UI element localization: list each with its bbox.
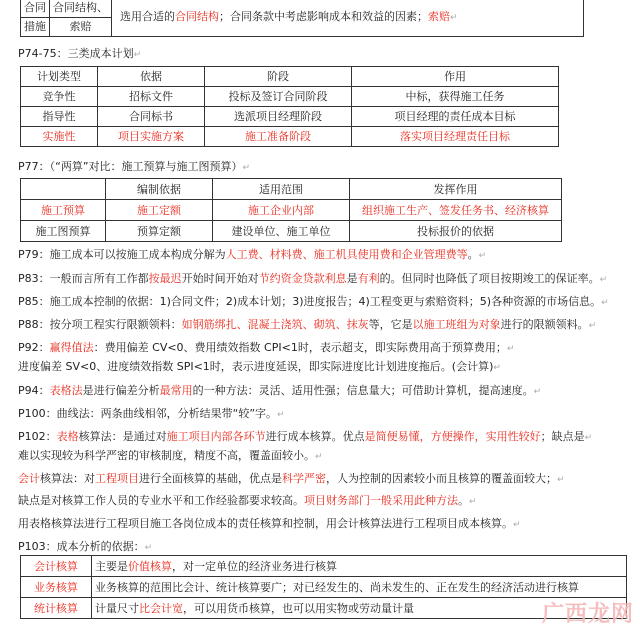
paragraph-mark: ↵ bbox=[493, 363, 501, 373]
budget-table-header: 适用范围 bbox=[213, 179, 350, 200]
table-cell: 施工准备阶段 bbox=[205, 127, 352, 147]
highlighted-text: 会计 bbox=[18, 472, 40, 485]
top-table-content bbox=[112, 0, 584, 37]
text-run: P83：一般而言所有工作都 bbox=[18, 272, 149, 285]
paragraph-mark: ↵ bbox=[588, 321, 597, 331]
text-run: 进度偏差 SV<0、进度绩效指数 SPI<1时，表示进度延误，即实际进度比计划进度拖后。(会计算) bbox=[18, 360, 494, 373]
text-run: P103：成本分析的依据： bbox=[18, 540, 145, 553]
text-run: ，可以用货币核算，也可以用实物或劳动量计量 bbox=[183, 601, 414, 615]
paragraph-mark: ↵ bbox=[533, 387, 542, 397]
highlighted-text: 以施工班组为对象 bbox=[412, 318, 501, 331]
budget-compare-table bbox=[20, 178, 562, 242]
table-cell: 施工图预算 bbox=[21, 221, 106, 242]
paragraph-line bbox=[18, 339, 514, 358]
table-cell: 竞争性 bbox=[21, 87, 98, 107]
paragraph-line bbox=[18, 270, 607, 289]
highlighted-text: 科学严密 bbox=[282, 472, 326, 485]
highlighted-text: 索赔 bbox=[428, 10, 450, 23]
section-title-two-budgets: P77：（“两算”对比：施工预算与施工图预算）↵ bbox=[18, 160, 251, 173]
highlighted-text: 有利 bbox=[357, 272, 380, 285]
table-cell: 招标文件 bbox=[98, 87, 205, 107]
text-run: P94： bbox=[18, 384, 50, 397]
paragraph-mark: ↵ bbox=[450, 13, 458, 23]
highlighted-text: 节约资金贷款利息 bbox=[258, 272, 347, 285]
budget-table-header bbox=[21, 179, 106, 200]
table-cell: 项目经理的责任成本目标 bbox=[352, 107, 559, 127]
paragraph-line bbox=[18, 316, 596, 335]
table-cell: 中标，获得施工任务 bbox=[352, 87, 559, 107]
table-cell: 施工预算 bbox=[21, 200, 106, 221]
table-cell: 落实项目经理责任目标 bbox=[352, 127, 559, 147]
paragraph-line bbox=[18, 358, 501, 377]
text-run: P79：施工成本可以按施工成本构成分解为 bbox=[18, 248, 226, 261]
text-run: 是 bbox=[346, 272, 358, 285]
text-run: 难以实现较为科学严密的审核制度，精度不高，覆盖面较小。 bbox=[18, 449, 315, 462]
cost-table-header: 依据 bbox=[98, 67, 205, 87]
text-run: 是进行偏差分析 bbox=[82, 384, 160, 397]
highlighted-text: 是简便易懂，方便操作，实用性较好 bbox=[364, 430, 541, 443]
highlighted-text: 价值核算 bbox=[128, 559, 172, 573]
paragraph-line bbox=[18, 428, 592, 447]
text-run: P100：曲线法：两条曲线相邻，分析结果带“较”字。 bbox=[18, 407, 278, 420]
text-run: ，人为控制的因素较小而且核算的覆盖面较大； bbox=[326, 472, 557, 485]
table-cell: 投标报价的依据 bbox=[350, 221, 562, 242]
paragraph-mark: ↵ bbox=[584, 433, 593, 443]
cost-table-header: 阶段 bbox=[205, 67, 352, 87]
cost-table-header: 作用 bbox=[352, 67, 559, 87]
text-run: 核算法：是通过对 bbox=[78, 430, 167, 443]
analysis-key: 业务核算 bbox=[21, 577, 92, 598]
text-run: 。 bbox=[467, 248, 479, 261]
cost-plan-table bbox=[20, 66, 559, 147]
paragraph-line bbox=[18, 405, 285, 424]
paragraph-mark: ↵ bbox=[506, 344, 515, 354]
paragraph-line bbox=[18, 515, 521, 534]
text-run: 进行成本核算。优点 bbox=[265, 430, 365, 443]
paragraph-line bbox=[18, 492, 477, 511]
highlighted-text: 工程项目 bbox=[95, 472, 139, 485]
paragraph-mark: ↵ bbox=[469, 497, 477, 507]
analysis-basis-table bbox=[20, 555, 627, 619]
table-cell: 选派项目经理阶段 bbox=[205, 107, 352, 127]
highlighted-text: 合同结构 bbox=[175, 10, 219, 23]
text-run: 开始时间开始对 bbox=[181, 272, 259, 285]
paragraph-mark: ↵ bbox=[144, 543, 153, 553]
highlighted-text: 人工费、材料费、施工机具使用费和企业管理费等 bbox=[225, 248, 468, 261]
top-fragment-table bbox=[20, 0, 584, 37]
text-run: ：费用偏差 CV<0、费用绩效指数 CPI<1时，表示超支，即实际费用高于预算费用； bbox=[93, 341, 507, 354]
text-run: 主要是 bbox=[95, 559, 128, 573]
table-cell: 施工企业内部 bbox=[213, 200, 350, 221]
paragraph-line bbox=[18, 246, 486, 265]
text-run: ；合同条款中考虑影响成本和效益的因素； bbox=[219, 10, 428, 23]
paragraph-mark: ↵ bbox=[513, 520, 521, 530]
text-run: ，对一定单位的经济业务进行核算 bbox=[172, 559, 337, 573]
highlighted-text: 项目财务部门一般采用此种方法 bbox=[304, 494, 458, 507]
watermark-logo: 广西龙网 bbox=[541, 602, 634, 627]
text-run: 选用合适的 bbox=[120, 10, 175, 23]
text-run: P88：按分项工程实行限额领料： bbox=[18, 318, 182, 331]
table-row bbox=[21, 87, 559, 107]
top-table-cell: 合同结构、 bbox=[50, 0, 112, 18]
text-run: ；缺点是 bbox=[540, 430, 585, 443]
text-run: 计量尺寸 bbox=[95, 601, 139, 615]
paragraph-line bbox=[18, 470, 565, 489]
paragraph-line bbox=[18, 382, 541, 401]
highlighted-text: 最常用 bbox=[159, 384, 193, 397]
table-cell: 建设单位、施工单位 bbox=[213, 221, 350, 242]
text-run: P85：施工成本控制的依据：1)合同文件；2)成本计划；3)进度报告；4)工程变更与索赔资料；5)各种资源的市场信息。 bbox=[18, 295, 602, 308]
text-run: 的。但同时也降低了项目按期竣工的保证率。 bbox=[379, 272, 600, 285]
paragraph-mark: ↵ bbox=[557, 475, 565, 485]
table-row bbox=[21, 221, 562, 242]
highlighted-text: 如钢筋绑扎、混凝土浇筑、砌筑、抹灰 bbox=[181, 318, 369, 331]
table-cell: 实施性 bbox=[21, 127, 98, 147]
text-run: 缺点是对核算工作人员的专业水平和工作经验都要求较高。 bbox=[18, 494, 304, 507]
text-run: P92： bbox=[18, 341, 50, 354]
text-run: P102： bbox=[18, 430, 57, 443]
text-run: 用表格核算法进行工程项目施工各岗位成本的责任核算和控制，用会计核算法进行工程项目成本核算。 bbox=[18, 517, 513, 530]
analysis-key: 统计核算 bbox=[21, 598, 92, 619]
table-cell: 组织施工生产、签发任务书、经济核算 bbox=[350, 200, 562, 221]
highlighted-text: 表格法 bbox=[49, 384, 83, 397]
analysis-key: 会计核算 bbox=[21, 556, 92, 577]
text-run: 。 bbox=[458, 494, 469, 507]
paragraph-mark: ↵ bbox=[277, 410, 285, 420]
table-cell: 投标及签订合同阶段 bbox=[205, 87, 352, 107]
table-cell: 指导性 bbox=[21, 107, 98, 127]
top-table-cell: 索赔 bbox=[50, 18, 112, 37]
text-run: 核算法：对 bbox=[40, 472, 95, 485]
highlighted-text: 赢得值法 bbox=[49, 341, 94, 354]
paragraph-line bbox=[18, 293, 609, 312]
table-row bbox=[21, 577, 627, 598]
analysis-content bbox=[92, 556, 627, 577]
highlighted-text: 表格 bbox=[56, 430, 79, 443]
text-run: 进行的限额领料。 bbox=[500, 318, 589, 331]
table-cell: 项目实施方案 bbox=[98, 127, 205, 147]
section-title-cost-plans: P74-75：三类成本计划↵ bbox=[18, 47, 142, 60]
table-row bbox=[21, 598, 627, 619]
table-row bbox=[21, 127, 559, 147]
highlighted-text: 按最迟 bbox=[148, 272, 182, 285]
highlighted-text: 施工项目内部各环节 bbox=[166, 430, 266, 443]
highlighted-text: 比会计宽 bbox=[139, 601, 183, 615]
cost-table-header: 计划类型 bbox=[21, 67, 98, 87]
table-cell: 合同标书 bbox=[98, 107, 205, 127]
text-run: 的一种方法：灵活、适用性强；信息量大；可借助计算机，提高速度。 bbox=[192, 384, 534, 397]
paragraph-mark: ↵ bbox=[478, 251, 487, 261]
top-table-cell: 措施 bbox=[21, 18, 50, 37]
table-row bbox=[21, 200, 562, 221]
paragraph-mark: ↵ bbox=[599, 275, 608, 285]
text-run: 等，它是 bbox=[368, 318, 413, 331]
table-row bbox=[21, 107, 559, 127]
paragraph-line bbox=[18, 447, 323, 466]
analysis-content bbox=[92, 577, 627, 598]
paragraph-mark: ↵ bbox=[315, 452, 323, 462]
paragraph-mark: ↵ bbox=[601, 298, 609, 308]
text-run: 进行全面核算的基础，优点是 bbox=[139, 472, 282, 485]
budget-table-header: 发挥作用 bbox=[350, 179, 562, 200]
table-row bbox=[21, 556, 627, 577]
table-cell: 预算定额 bbox=[106, 221, 213, 242]
table-cell: 施工定额 bbox=[106, 200, 213, 221]
text-run: 业务核算的范围比会计、统计核算要广；对已经发生的、尚未发生的、正在发生的经济活动进行核算 bbox=[95, 580, 579, 594]
top-table-cell: 合同 bbox=[21, 0, 50, 18]
budget-table-header: 编制依据 bbox=[106, 179, 213, 200]
